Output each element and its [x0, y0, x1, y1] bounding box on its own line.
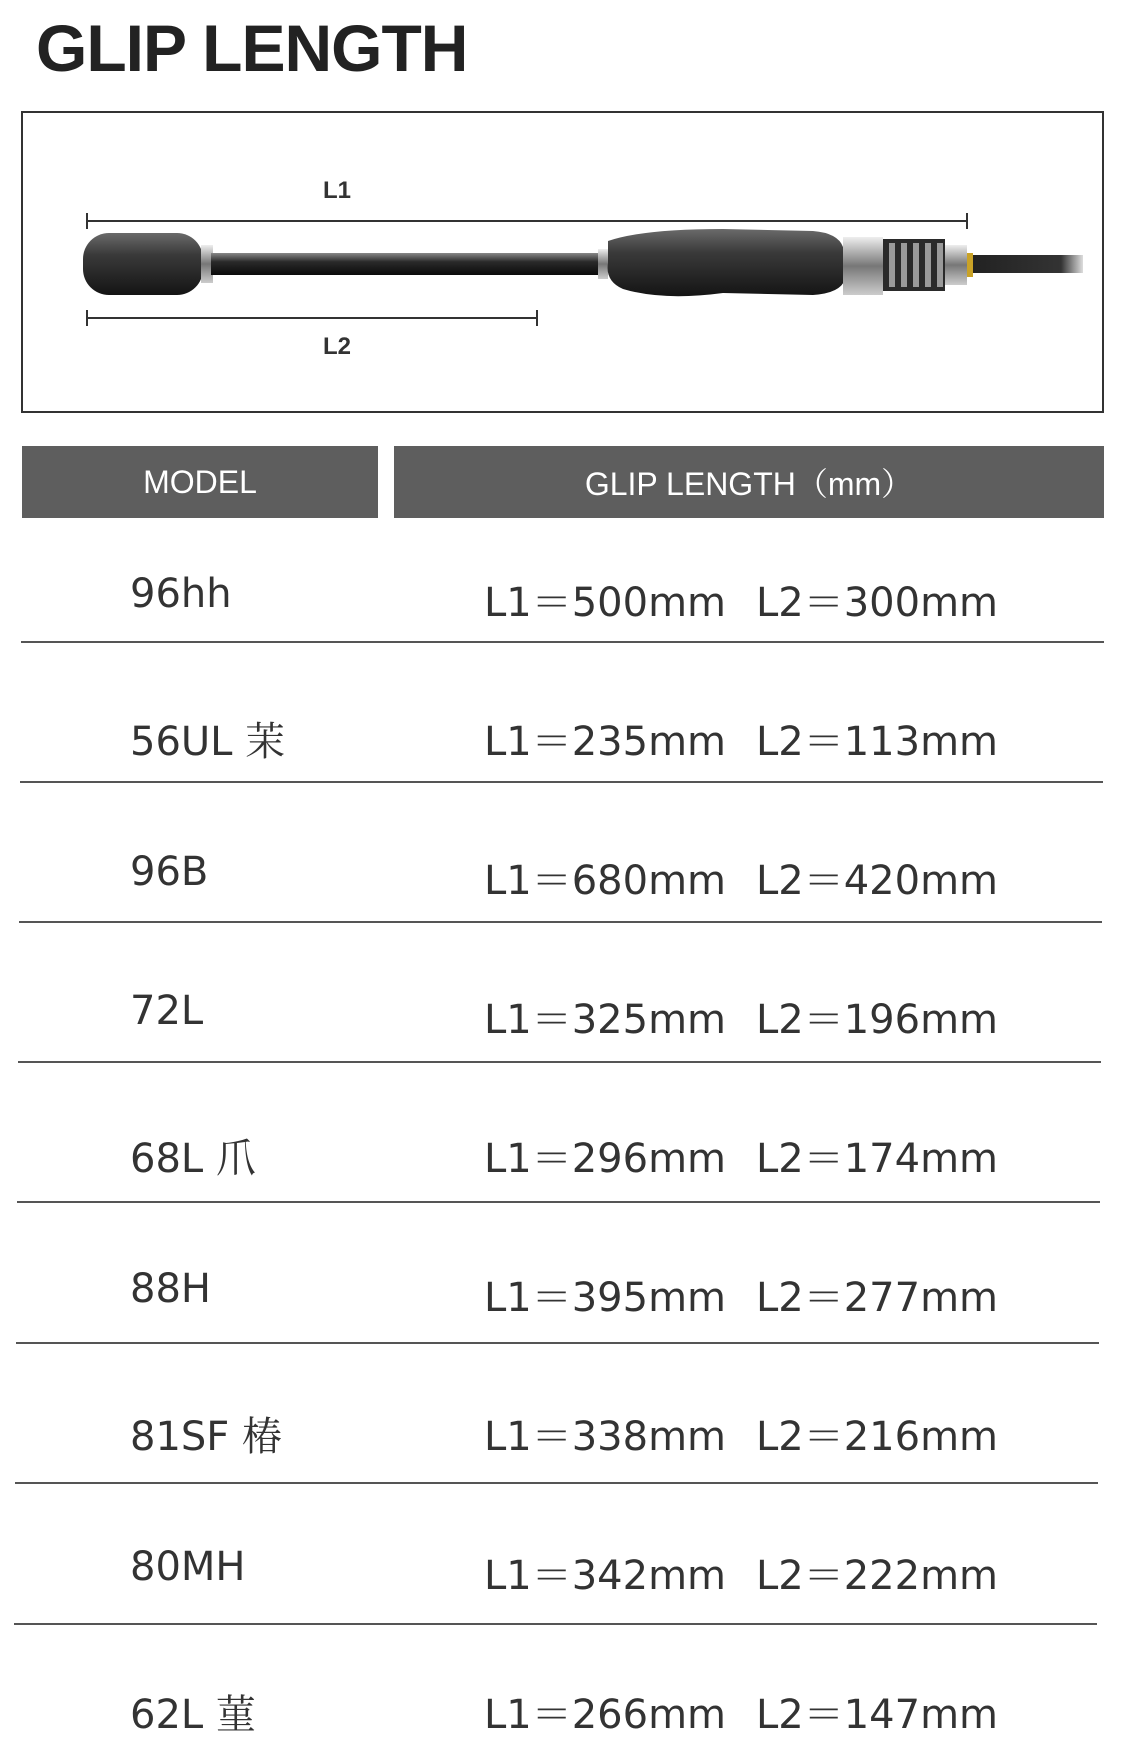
table-row — [0, 1238, 1125, 1377]
l2-value: L2＝216mm — [756, 1414, 999, 1460]
table-row — [0, 960, 1125, 1099]
model-cell: 72L — [130, 988, 204, 1034]
l1-value: L1＝338mm — [484, 1414, 727, 1460]
table-row — [0, 543, 1125, 682]
model-cell: 81SF 椿 — [130, 1414, 283, 1460]
l2-value: L2＝222mm — [756, 1553, 999, 1599]
model-cell: 96hh — [130, 571, 232, 617]
model-cell: 56UL 茉 — [130, 719, 286, 765]
l1-value: L1＝325mm — [484, 997, 727, 1043]
row-divider — [21, 641, 1104, 643]
l1-value: L1＝266mm — [484, 1692, 727, 1738]
l2-value: L2＝196mm — [756, 997, 999, 1043]
table-row — [0, 821, 1125, 960]
l1-value: L1＝500mm — [484, 580, 727, 626]
page-title: GLIP LENGTH — [36, 11, 468, 85]
row-divider — [17, 1201, 1100, 1203]
l2-dimension-line — [87, 317, 537, 319]
l2-value: L2＝174mm — [756, 1136, 999, 1182]
l2-label: L2 — [323, 333, 352, 360]
l1-value: L1＝235mm — [484, 719, 727, 765]
l2-value: L2＝300mm — [756, 580, 999, 626]
table-row — [0, 1516, 1125, 1655]
model-cell: 68L 爪 — [130, 1136, 256, 1182]
row-divider — [18, 1061, 1101, 1063]
l1-value: L1＝296mm — [484, 1136, 727, 1182]
row-divider — [16, 1342, 1099, 1344]
row-divider — [19, 921, 1102, 923]
model-cell: 80MH — [130, 1544, 246, 1590]
table-row — [0, 1099, 1125, 1238]
l1-label: L1 — [323, 177, 352, 204]
row-divider — [14, 1623, 1097, 1625]
l2-tick-right — [536, 310, 538, 326]
model-cell: 62L 菫 — [130, 1692, 256, 1738]
l1-value: L1＝395mm — [484, 1275, 727, 1321]
l1-value: L1＝680mm — [484, 858, 727, 904]
l1-value: L1＝342mm — [484, 1553, 727, 1599]
l1-dimension-line — [87, 220, 967, 222]
model-cell: 88H — [130, 1266, 211, 1312]
l2-value: L2＝420mm — [756, 858, 999, 904]
l2-tick-left — [86, 310, 88, 326]
table-row — [0, 1655, 1125, 1744]
grip-diagram — [21, 111, 1104, 413]
l2-value: L2＝113mm — [756, 719, 999, 765]
l2-value: L2＝277mm — [756, 1275, 999, 1321]
table-row — [0, 1377, 1125, 1516]
l2-value: L2＝147mm — [756, 1692, 999, 1738]
header-model: MODEL — [22, 446, 378, 518]
row-divider — [15, 1482, 1098, 1484]
row-divider — [20, 781, 1103, 783]
fishing-rod-grip-image — [83, 223, 1093, 303]
table-row — [0, 682, 1125, 821]
model-cell: 96B — [130, 849, 209, 895]
header-glip-length: GLIP LENGTH（mm） — [394, 446, 1104, 518]
